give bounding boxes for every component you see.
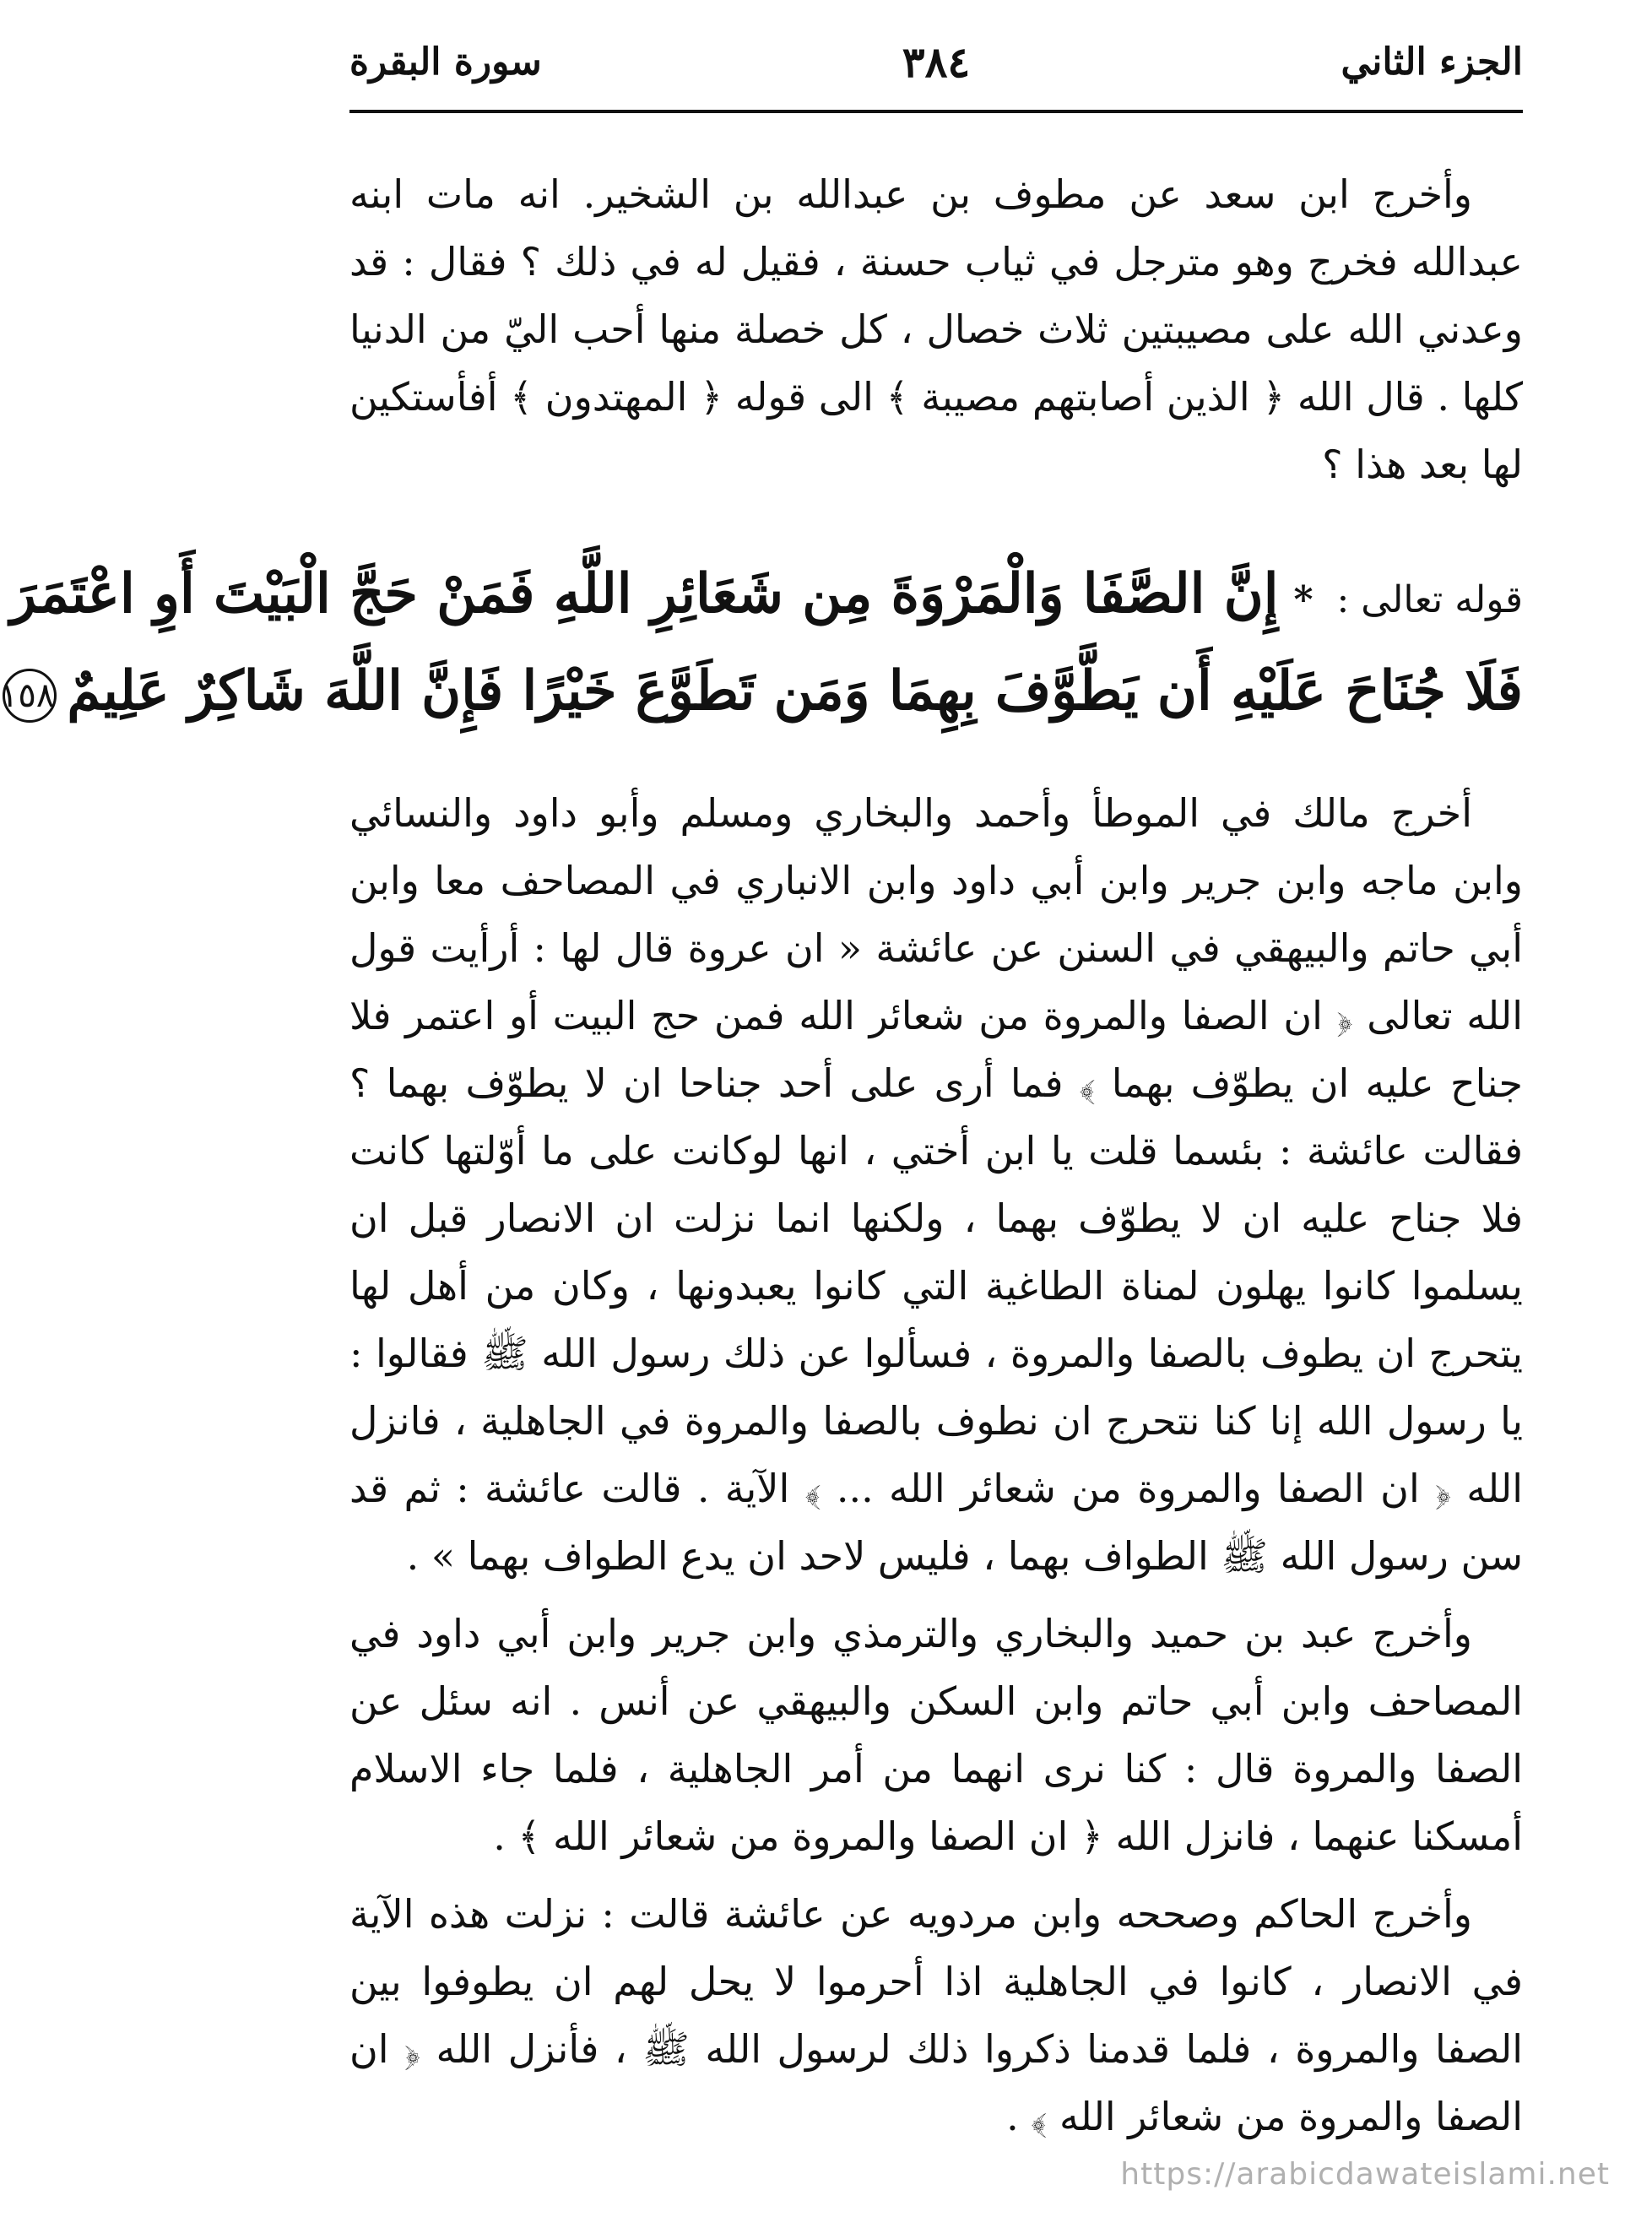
paragraph-ibn-saad: وأخرج ابن سعد عن مطوف بن عبدالله بن الشخير. انه مات ابنه عبدالله فخرج وهو مترجل في ثياب حسنة ، فقيل له في ذلك ؟ فقال : قد وعدني الله على مصيبتين ثلاث خصال ، كل خصلة منها أحب اليّ من الدنيا كلها . قال الله ﴿ الذين أصابتهم مصيبة ﴾ الى قوله ﴿ المهتدون ﴾ أفأستكين لها بعد هذا ؟ (349, 171, 1523, 487)
verse-star: * (1293, 578, 1313, 621)
quran-verse-block (0, 549, 1523, 737)
page (0, 34, 1523, 2144)
page-number: ٣٨٤ (902, 37, 971, 87)
watermark-url: https://arabicdawateislami.net (1120, 2157, 1610, 2192)
page-body (0, 160, 1523, 2160)
header-part-label: الجزء الثاني (1341, 41, 1523, 84)
page-header (349, 34, 1523, 113)
ayah-number-mark: ١٥٨ (3, 669, 57, 723)
paragraph-aisha-ansar: وأخرج الحاكم وصححه وابن مردويه عن عائشة قالت : نزلت هذه الآية في الانصار ، كانوا في الجاهلية اذا أحرموا لا يحل لهم ان يطوفوا بين الصفا والمروة ، فلما قدمنا ذكروا ذلك لرسول الله ﷺ ، فأنزل الله ﴿ ان الصفا والمروة من شعائر الله ﴾ . (349, 1891, 1523, 2139)
paragraph-aisha-urwa: أخرج مالك في الموطأ وأحمد والبخاري ومسلم وأبو داود والنسائي وابن ماجه وابن جرير وابن أبي داود وابن الانباري في المصاحف معا وابن أبي حاتم والبيهقي في السنن عن عائشة « ان عروة قال لها : أرأيت قول الله تعالى ﴿ ان الصفا والمروة من شعائر الله فمن حج البيت أو اعتمر فلا جناح عليه ان يطوّف بهما ﴾ فما أرى على أحد جناحا ان لا يطوّف بهما ؟ فقالت عائشة : بئسما قلت يا ابن أختي ، انها لوكانت على ما أوّلتها كانت فلا جناح عليه ان لا يطوّف بهما ، ولكنها انما نزلت ان الانصار قبل ان يسلموا كانوا يهلون لمناة الطاغية التي كانوا يعبدونها ، وكان من أهل لها يتحرج ان يطوف بالصفا والمروة ، فسألوا عن ذلك رسول الله ﷺ فقالوا : يا رسول الله إنا كنا نتحرج ان نطوف بالصفا والمروة في الجاهلية ، فانزل الله ﴿ ان الصفا والمروة من شعائر الله ... ﴾ الآية . قالت عائشة : ثم قد سن رسول الله ﷺ الطواف بهما ، فليس لاحد ان يدع الطواف بهما » . (349, 790, 1523, 1579)
header-surah-label: سورة البقرة (349, 41, 542, 84)
paragraph-anas: وأخرج عبد بن حميد والبخاري والترمذي وابن جرير وابن أبي داود في المصاحف وابن أبي حاتم وابن السكن والبيهقي عن أنس . انه سئل عن الصفا والمروة قال : كنا نرى انهما من أمر الجاهلية ، فلما جاء الاسلام أمسكنا عنهما ، فانزل الله ﴿ ان الصفا والمروة من شعائر الله ﴾ . (349, 1611, 1523, 1859)
verse-text-line-1: إِنَّ الصَّفَا وَالْمَرْوَةَ مِن شَعَائِرِ اللَّهِ فَمَنْ حَجَّ الْبَيْتَ أَوِ اعْتَمَرَ (10, 562, 1279, 626)
verse-line-2 (0, 646, 1523, 737)
verse-text-line-2: فَلَا جُنَاحَ عَلَيْهِ أَن يَطَّوَّفَ بِهِمَا وَمَن تَطَوَّعَ خَيْرًا فَإِنَّ اللَّهَ شَاكِرٌ عَلِيمٌ (67, 659, 1523, 723)
verse-line-1 (10, 549, 1523, 646)
verse-intro: قوله تعالى : (1336, 578, 1523, 621)
